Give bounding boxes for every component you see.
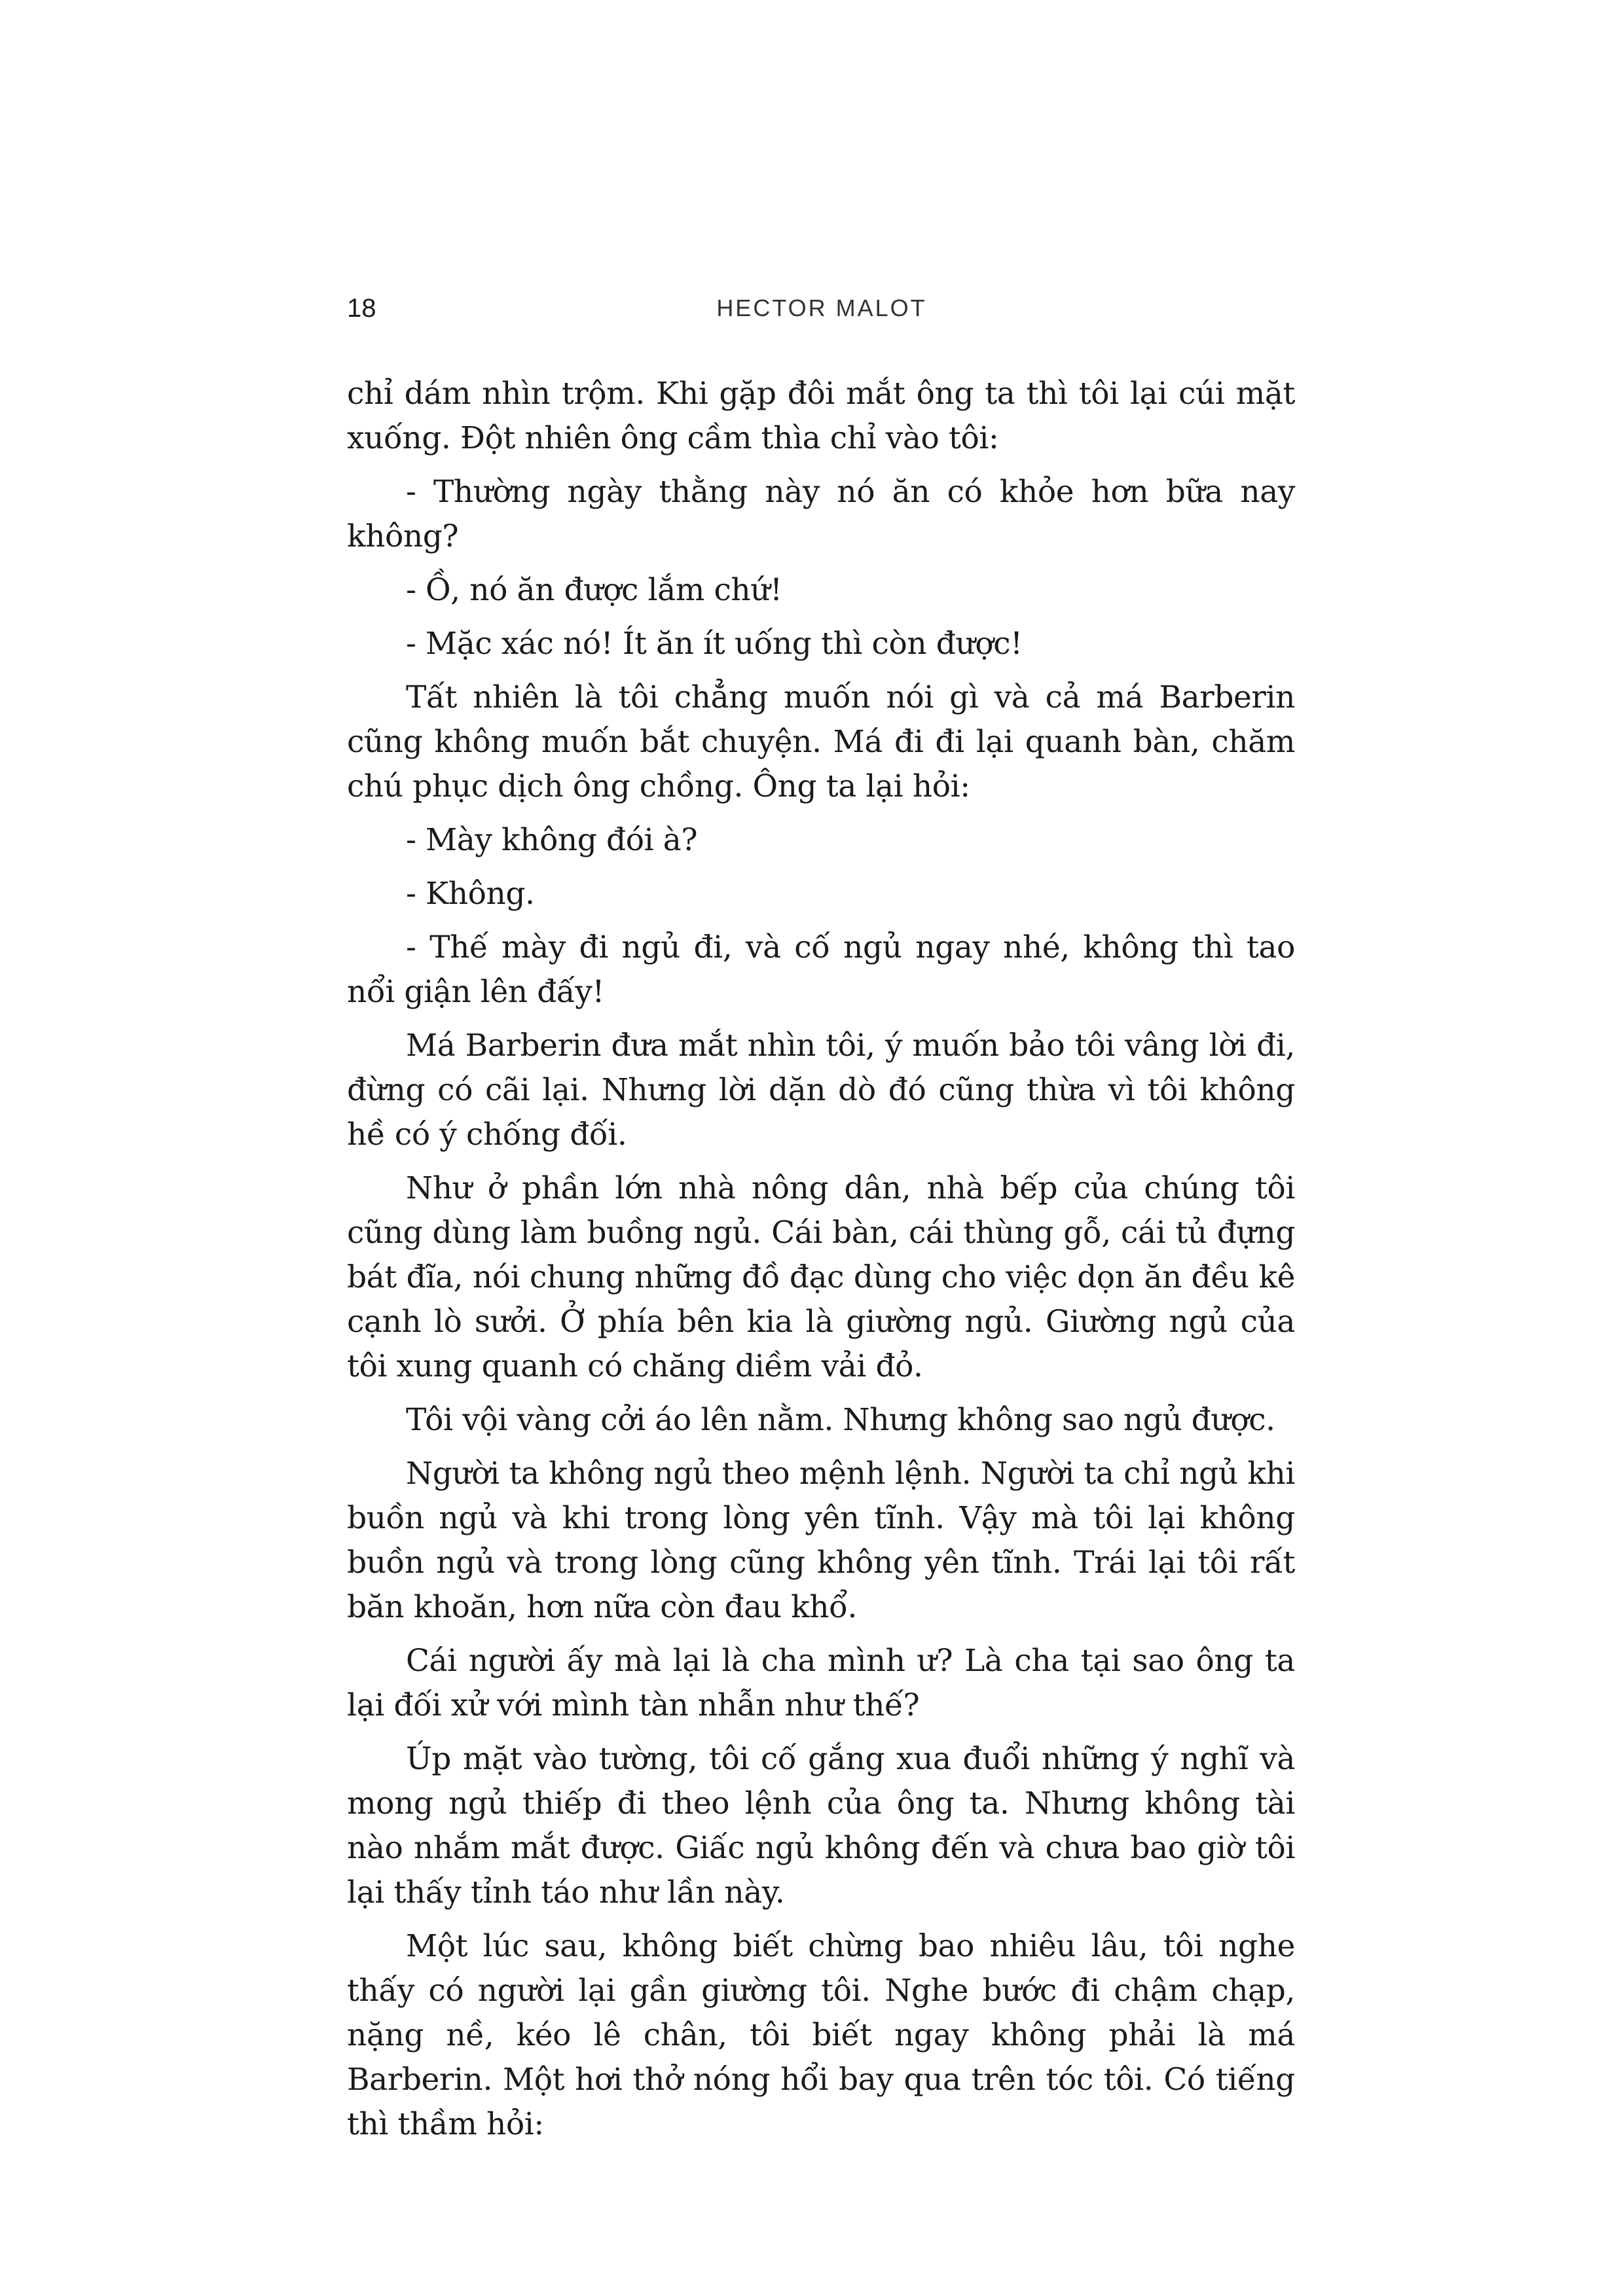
paragraph: chỉ dám nhìn trộm. Khi gặp đôi mắt ông ta thì tôi lại cúi mặt xuống. Đột nhiên ông cầm thìa chỉ vào tôi: <box>347 376 1295 456</box>
paragraph: Úp mặt vào tường, tôi cố gắng xua đuổi những ý nghĩ và mong ngủ thiếp đi theo lệnh của ông ta. Nhưng không tài nào nhắm mắt được. Giấc ngủ không đến và chưa bao giờ tôi lại thấy tỉnh táo như lần này. <box>347 1741 1295 1910</box>
paragraph: Má Barberin đưa mắt nhìn tôi, ý muốn bảo tôi vâng lời đi, đừng có cãi lại. Nhưng lời dặn dò đó cũng thừa vì tôi không hề có ý chống đối. <box>347 1028 1295 1153</box>
paragraph: Tôi vội vàng cởi áo lên nằm. Nhưng không sao ngủ được. <box>406 1402 1275 1438</box>
paragraph: Người ta không ngủ theo mệnh lệnh. Người ta chỉ ngủ khi buồn ngủ và khi trong lòng yên tĩnh. Vậy mà tôi lại không buồn ngủ và trong lòng cũng không yên tĩnh. Trái lại tôi rất băn khoăn, hơn nữa còn đau khổ. <box>347 1456 1295 1625</box>
dialogue-line: - Thường ngày thằng này nó ăn có khỏe hơn bữa nay không? <box>347 474 1295 554</box>
paragraph: Một lúc sau, không biết chừng bao nhiêu lâu, tôi nghe thấy có người lại gần giường tôi. Nghe bước đi chậm chạp, nặng nề, kéo lê chân, tôi biết ngay không phải là má Barberin. Một hơi thở nóng hổi bay qua trên tóc tôi. Có tiếng thì thầm hỏi: <box>347 1928 1295 2142</box>
dialogue-line: - Ồ, nó ăn được lắm chứ! <box>406 572 782 608</box>
dialogue-line: - Mày không đói à? <box>406 822 698 858</box>
page-number: 18 <box>347 294 376 323</box>
dialogue-line: - Mặc xác nó! Ít ăn ít uống thì còn được! <box>406 626 1023 662</box>
paragraph: Như ở phần lớn nhà nông dân, nhà bếp của chúng tôi cũng dùng làm buồng ngủ. Cái bàn, cái thùng gỗ, cái tủ đựng bát đĩa, nói chung những đồ đạc dùng cho việc dọn ăn đều kê cạnh lò sưởi. Ở phía bên kia là giường ngủ. Giường ngủ của tôi xung quanh có chăng diềm vải đỏ. <box>347 1170 1295 1384</box>
dialogue-line: - Không. <box>406 876 535 912</box>
paragraph: Cái người ấy mà lại là cha mình ư? Là cha tại sao ông ta lại đối xử với mình tàn nhẫn như thế? <box>347 1643 1295 1723</box>
running-head <box>347 285 1296 331</box>
paragraph: Tất nhiên là tôi chẳng muốn nói gì và cả má Barberin cũng không muốn bắt chuyện. Má đi đi lại quanh bàn, chăm chú phục dịch ông chồng. Ông ta lại hỏi: <box>347 679 1295 804</box>
running-head-author: HECTOR MALOT <box>716 295 927 321</box>
dialogue-line: - Thế mày đi ngủ đi, và cố ngủ ngay nhé, không thì tao nổi giận lên đấy! <box>347 929 1295 1010</box>
body-text <box>347 372 1295 2156</box>
